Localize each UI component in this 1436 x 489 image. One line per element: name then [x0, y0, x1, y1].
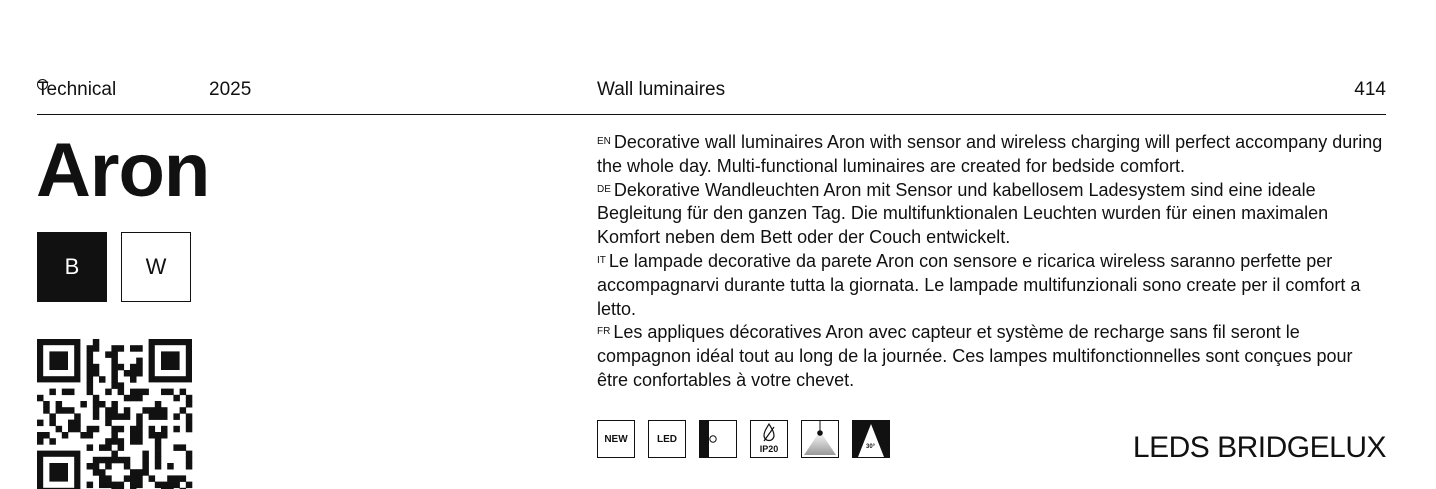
wall-mount-icon — [699, 420, 737, 458]
description-text: Dekorative Wandleuchten Aron mit Sensor und kabellosem Ladesystem sind eine ideale Begleitung für den ganzen Tag. Die multifunktionalen Leuchten wurden für einen maximalen Komfort neben dem Bett oder der Couch entwickelt. — [597, 179, 1329, 248]
feature-icons — [597, 420, 903, 458]
ip-rating-icon — [750, 420, 788, 458]
description-de — [597, 179, 1387, 250]
beam-angle-icon — [852, 420, 890, 458]
lang-code: DE — [597, 183, 611, 195]
category-label: Wall luminaires — [597, 79, 726, 100]
description-text: Decorative wall luminaires Aron with sensor and wireless charging will perfect accompany during the whole day. Multi-functional luminaires are created for bedside comfort. — [597, 132, 1383, 176]
new-icon — [597, 420, 635, 458]
description-text: Les appliques décoratives Aron avec capteur et système de recharge sans fil seront le compagnon idéal tout au long de la journée. Ces lampes multifonctionnelles sont conçues pour être confortables à votre chevet. — [597, 322, 1353, 390]
product-title: Aron — [36, 128, 210, 213]
ip-label: IP20 — [759, 444, 779, 454]
lang-code: EN — [597, 136, 611, 147]
finish-code-white: W — [145, 254, 167, 279]
description-en — [597, 131, 1387, 179]
section-text: Technical — [37, 79, 117, 100]
finish-swatch-black — [37, 232, 107, 302]
page-header — [37, 78, 1386, 102]
qr-code-icon — [37, 339, 193, 489]
light-distribution-icon — [801, 420, 839, 458]
header-divider — [37, 114, 1386, 115]
section-label — [37, 78, 116, 102]
lang-code: FR — [597, 326, 611, 338]
description-it — [597, 250, 1387, 321]
led-label: LED — [657, 433, 677, 445]
description-text: Le lampade decorative da parete Aron con sensore e ricarica wireless saranno perfette per accompagnarvi durante tutta la giornata. Le lampade multifunzionali sono create per il comfort a letto. — [597, 250, 1361, 319]
beam-angle-label: 30° — [866, 444, 876, 450]
page-number: 414 — [1354, 79, 1386, 100]
description-fr — [597, 321, 1387, 392]
description-block — [597, 131, 1387, 393]
year-label: 2025 — [209, 79, 252, 100]
finish-code-black: B — [64, 254, 80, 279]
led-icon — [648, 420, 686, 458]
lang-code: IT — [597, 254, 606, 266]
new-label: NEW — [604, 433, 628, 445]
circle-icon — [37, 79, 48, 90]
light-source-label: LEDS BRIDGELUX — [1132, 431, 1386, 464]
finish-swatch-white — [121, 232, 191, 302]
